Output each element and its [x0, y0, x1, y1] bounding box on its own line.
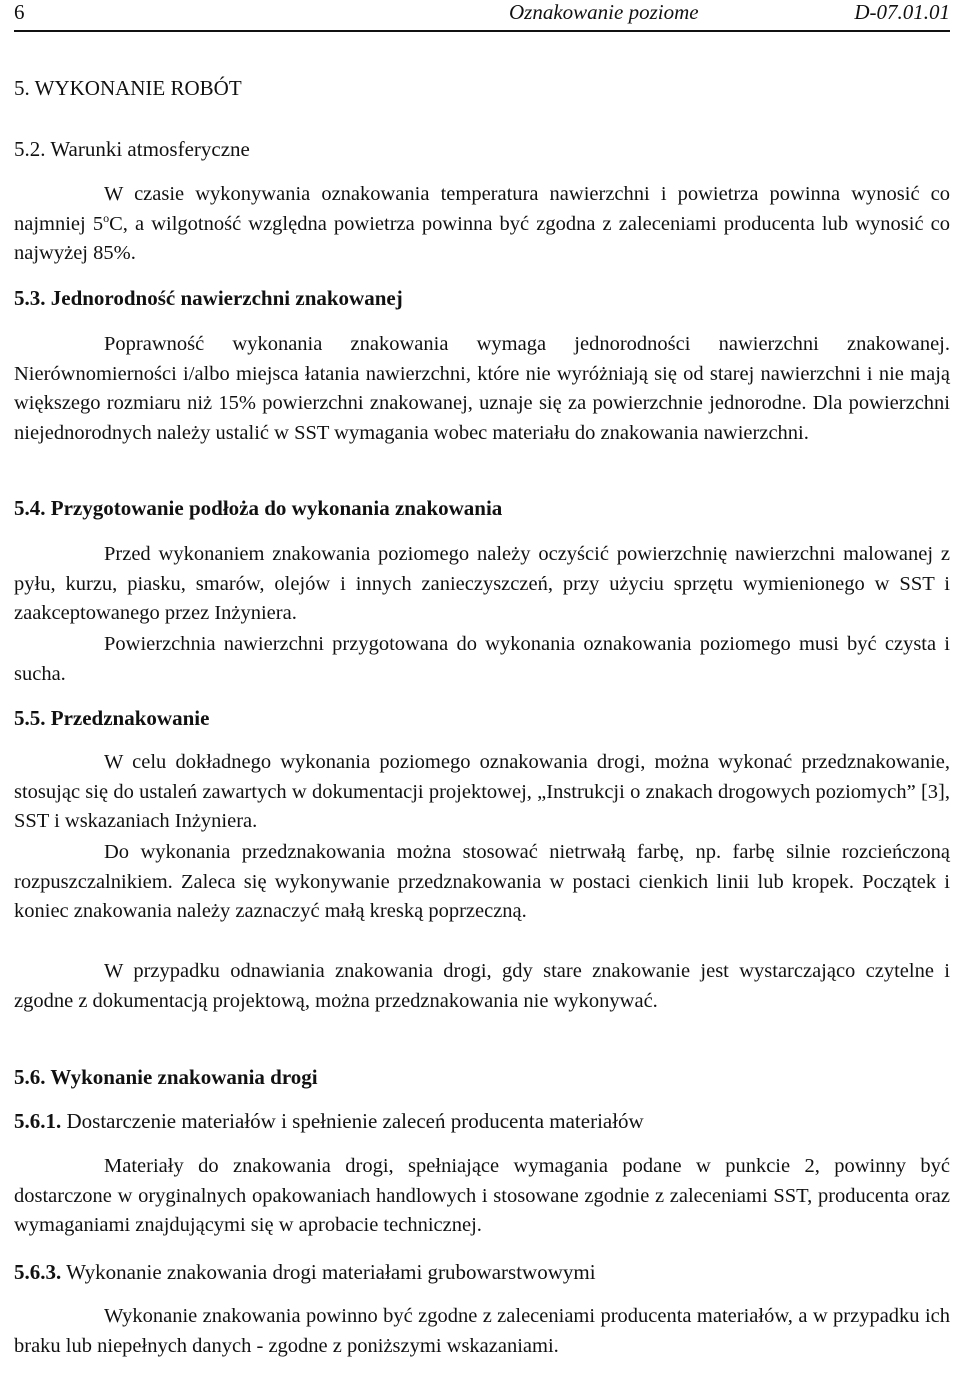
paragraph-text: Wykonanie znakowania powinno być zgodne z zaleceniami producenta materiałów, a w przypadku ich braku lub niepełnych danych - zgodne z poniższymi wskazaniami.	[14, 1305, 950, 1357]
paragraph-text: Powierzchnia nawierzchni przygotowana do wykonania oznakowania poziomego musi być czysta i sucha.	[14, 633, 950, 685]
paragraph-5-5-2	[14, 838, 950, 927]
heading-5-6	[14, 1065, 318, 1090]
section-heading-text: 5. WYKONANIE ROBÓT	[14, 76, 242, 100]
paragraph-text: W celu dokładnego wykonania poziomego oznakowania drogi, można wykonać przedznakowanie, stosując się do ustaleń zawartych w dokumentacji projektowej, „Instrukcji o znakach drogowych poziomych” [3], SST i wskazaniach Inżyniera.	[14, 751, 950, 833]
heading-title: Wykonanie znakowania drogi materiałami grubowarstwowymi	[66, 1260, 596, 1284]
page-number: 6	[14, 0, 25, 24]
heading-5-6-3	[14, 1260, 596, 1285]
heading-number: 5.6.3.	[14, 1260, 62, 1284]
paragraph-text: C, a wilgotność względna powietrza powinna być zgodna z zaleceniami producenta lub wynosić co najwyżej 85%.	[14, 212, 950, 265]
heading-5-4	[14, 496, 502, 521]
heading-number: 5.5.	[14, 706, 46, 730]
document-page	[14, 0, 950, 1357]
degree-superscript: o	[103, 210, 110, 225]
document-title: Oznakowanie poziome	[509, 0, 699, 24]
heading-number: 5.3.	[14, 286, 46, 310]
heading-number: 5.6.1.	[14, 1109, 62, 1133]
paragraph-text: W przypadku odnawiania znakowania drogi, gdy stare znakowanie jest wystarczająco czytelne i zgodne z dokumentacją projektową, można przedznakowania nie wykonywać.	[14, 960, 950, 1012]
heading-5-5	[14, 706, 209, 731]
paragraph-5-3	[14, 330, 950, 448]
heading-5-2	[14, 137, 250, 162]
heading-title: Przedznakowanie	[50, 706, 210, 730]
heading-number: 5.2.	[14, 137, 46, 161]
heading-title: Warunki atmosferyczne	[50, 137, 250, 161]
paragraph-text: Poprawność wykonania znakowania wymaga jednorodności nawierzchni znakowanej. Nierównomierności i/albo miejsca łatania nawierzchni, które nie wyróżniają się od starej nawierzchni i nie mają większego rozmiaru niż 15% powierzchni znakowanej, uznaje się za powierzchnie jednorodne. Dla powierzchni niejednorodnych należy ustalić w SST wymagania wobec materiału do znakowania nawierzchni.	[14, 333, 950, 444]
paragraph-text: W czasie wykonywania oznakowania temperatura nawierzchni i powietrza powinna wynosić co najmniej 5	[14, 183, 950, 235]
paragraph-5-6-3	[14, 1302, 950, 1361]
paragraph-5-4-1	[14, 540, 950, 629]
heading-5-3	[14, 286, 403, 311]
paragraph-text: Do wykonania przedznakowania można stosować nietrwałą farbę, np. farbę silnie rozcieńczoną rozpuszczalnikiem. Zaleca się wykonywanie przedznakowania w postaci cienkich linii lub kropek. Początek i koniec znakowania należy zaznaczyć małą kreską poprzeczną.	[14, 841, 950, 923]
document-code: D-07.01.01	[854, 0, 950, 24]
section-heading	[14, 76, 242, 101]
heading-5-6-1	[14, 1109, 644, 1134]
paragraph-text: Przed wykonaniem znakowania poziomego należy oczyścić powierzchnię nawierzchni malowanej z pyłu, kurzu, piasku, smarów, olejów i innych zanieczyszczeń, przy użyciu sprzętu wymienionego w SST i zaakceptowanego przez Inżyniera.	[14, 543, 950, 625]
heading-number: 5.4.	[14, 496, 46, 520]
heading-title: Wykonanie znakowania drogi	[50, 1065, 318, 1089]
paragraph-5-5-3	[14, 957, 950, 1016]
paragraph-5-4-2	[14, 630, 950, 689]
heading-number: 5.6.	[14, 1065, 46, 1089]
paragraph-text: Materiały do znakowania drogi, spełniające wymagania podane w punkcie 2, powinny być dostarczone w oryginalnych opakowaniach handlowych i stosowane zgodnie z zaleceniami SST, producenta oraz wymaganiami znajdującymi się w aprobacie technicznej.	[14, 1155, 950, 1237]
heading-title: Przygotowanie podłoża do wykonania znakowania	[50, 496, 503, 520]
heading-title: Dostarczenie materiałów i spełnienie zaleceń producenta materiałów	[66, 1109, 644, 1133]
paragraph-5-2	[14, 180, 950, 269]
heading-title: Jednorodność nawierzchni znakowanej	[50, 286, 403, 310]
page-header	[14, 0, 950, 32]
paragraph-5-5-1	[14, 748, 950, 837]
paragraph-5-6-1	[14, 1152, 950, 1241]
